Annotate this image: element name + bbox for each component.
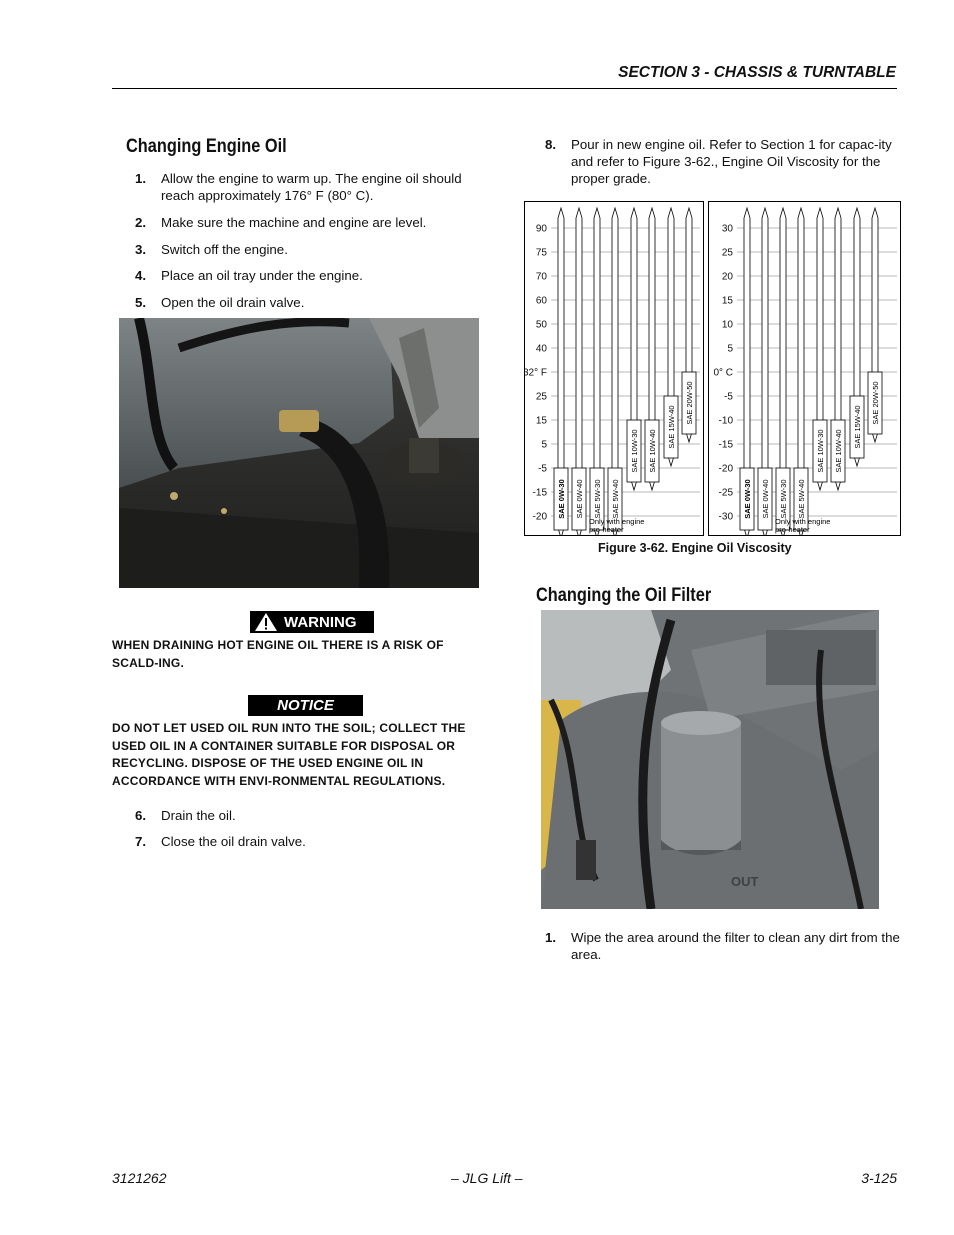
grade-label: SAE 5W-30 (593, 479, 602, 519)
tick-label: 25 (721, 247, 733, 259)
step-5 (135, 294, 495, 311)
step-3 (135, 241, 495, 258)
tick-label: 30 (721, 223, 733, 235)
tick-label: -5 (538, 463, 547, 475)
viscosity-chart-f-svg (525, 202, 703, 535)
grade-label: SAE 0W-40 (575, 479, 584, 519)
tick-label: -15 (532, 487, 547, 499)
tick-label: -30 (718, 511, 733, 523)
grade-label: SAE 15W-40 (667, 405, 676, 449)
tick-label: 20 (721, 271, 733, 283)
step-text: Close the oil drain valve. (161, 834, 306, 849)
section-header: SECTION 3 - CHASSIS & TURNTABLE (618, 64, 896, 81)
svg-text:OUT: OUT (731, 874, 759, 889)
tick-label: -10 (718, 415, 733, 427)
notice-badge: NOTICE (248, 695, 363, 716)
step-1 (135, 170, 495, 204)
step-text: Make sure the machine and engine are level. (161, 215, 427, 230)
grade-label: SAE 5W-40 (797, 479, 806, 519)
step-2 (135, 214, 495, 231)
preheater-note: Only with engine (589, 517, 645, 526)
tick-label: 70 (535, 271, 547, 283)
grade-label: SAE 5W-40 (611, 479, 620, 519)
heading-changing-engine-oil: Changing Engine Oil (126, 136, 287, 157)
footer-page-number: 3-125 (861, 1170, 897, 1186)
tick-label: 50 (535, 319, 547, 331)
preheater-note: pre-heater (589, 525, 624, 534)
step-number: 3. (135, 242, 147, 257)
tick-label: -25 (718, 487, 733, 499)
figure-caption: Figure 3-62. Engine Oil Viscosity (598, 541, 792, 555)
step-number: 8. (545, 137, 557, 152)
tick-label: 5 (541, 439, 547, 451)
viscosity-chart-c-svg (709, 202, 900, 535)
tick-label: 15 (721, 295, 733, 307)
step-number: 6. (135, 808, 147, 823)
warning-label: WARNING (284, 613, 357, 631)
grade-label: SAE 10W-30 (816, 429, 825, 473)
grade-label: SAE 10W-40 (834, 429, 843, 473)
notice-text: DO NOT LET USED OIL RUN INTO THE SOIL; COLLECT THE USED OIL IN A CONTAINER SUITABLE FOR DISPOSAL OR RECYCLING. DISPOSE OF THE USED ENGINE OIL IN ACCORDANCE WITH ENVI-RONMENTAL REGULATIONS. (112, 721, 466, 788)
grade-label: SAE 10W-40 (648, 429, 657, 473)
tick-label: 5 (727, 343, 733, 355)
grade-label: SAE 0W-30 (557, 479, 566, 519)
grade-label: SAE 0W-40 (761, 479, 770, 519)
grade-label: SAE 20W-50 (685, 381, 694, 425)
step-4 (135, 267, 495, 284)
viscosity-chart-fahrenheit (524, 201, 704, 536)
tick-label: 40 (535, 343, 547, 355)
viscosity-chart-celsius (708, 201, 901, 536)
grade-label: SAE 10W-30 (630, 429, 639, 473)
grade-label: SAE 5W-30 (779, 479, 788, 519)
footer-brand: – JLG Lift – (451, 1170, 523, 1186)
step-number: 4. (135, 268, 147, 283)
warning-triangle-icon (254, 612, 278, 632)
step-number: 7. (135, 834, 147, 849)
step-text: Drain the oil. (161, 808, 236, 823)
grade-label: SAE 0W-30 (743, 479, 752, 519)
step-number: 1. (135, 171, 147, 186)
header-rule (112, 88, 897, 89)
warning-text: WHEN DRAINING HOT ENGINE OIL THERE IS A RISK OF SCALD-ING. (112, 638, 444, 670)
grade-label: SAE 20W-50 (871, 381, 880, 425)
tick-label: 90 (535, 223, 547, 235)
heading-changing-oil-filter: Changing the Oil Filter (536, 585, 712, 606)
tick-label: -15 (718, 439, 733, 451)
step-7 (135, 833, 495, 850)
tick-label: 0° C (713, 367, 733, 379)
step-text: Place an oil tray under the engine. (161, 268, 363, 283)
step-text: Switch off the engine. (161, 242, 288, 257)
tick-label: -20 (718, 463, 733, 475)
tick-label: 32° F (525, 367, 547, 379)
footer-doc-number: 3121262 (112, 1170, 167, 1186)
step-text: Allow the engine to warm up. The engine oil should reach approximately 176° F (80° C). (161, 171, 462, 203)
preheater-note: pre-heater (775, 525, 810, 534)
warning-badge (250, 611, 374, 633)
preheater-note: Only with engine (775, 517, 831, 526)
filter-step-1 (545, 929, 901, 963)
tick-label: 60 (535, 295, 547, 307)
tick-label: 25 (535, 391, 547, 403)
step-number: 5. (135, 295, 147, 310)
tick-label: -20 (532, 511, 547, 523)
step-6 (135, 807, 495, 824)
tick-label: -5 (724, 391, 733, 403)
oil-filter-photo (541, 610, 879, 909)
step-text: Pour in new engine oil. Refer to Section 1 for capac-ity and refer to Figure 3-62., Engine Oil Viscosity for the proper grade. (571, 137, 892, 186)
tick-label: 10 (721, 319, 733, 331)
grade-label: SAE 15W-40 (853, 405, 862, 449)
oil-drain-photo (119, 318, 479, 588)
step-text: Open the oil drain valve. (161, 295, 305, 310)
step-number: 2. (135, 215, 147, 230)
tick-label: 15 (535, 415, 547, 427)
step-text: Wipe the area around the filter to clean any dirt from the area. (571, 930, 900, 962)
step-8 (545, 136, 901, 187)
step-number: 1. (545, 930, 557, 945)
tick-label: 75 (535, 247, 547, 259)
